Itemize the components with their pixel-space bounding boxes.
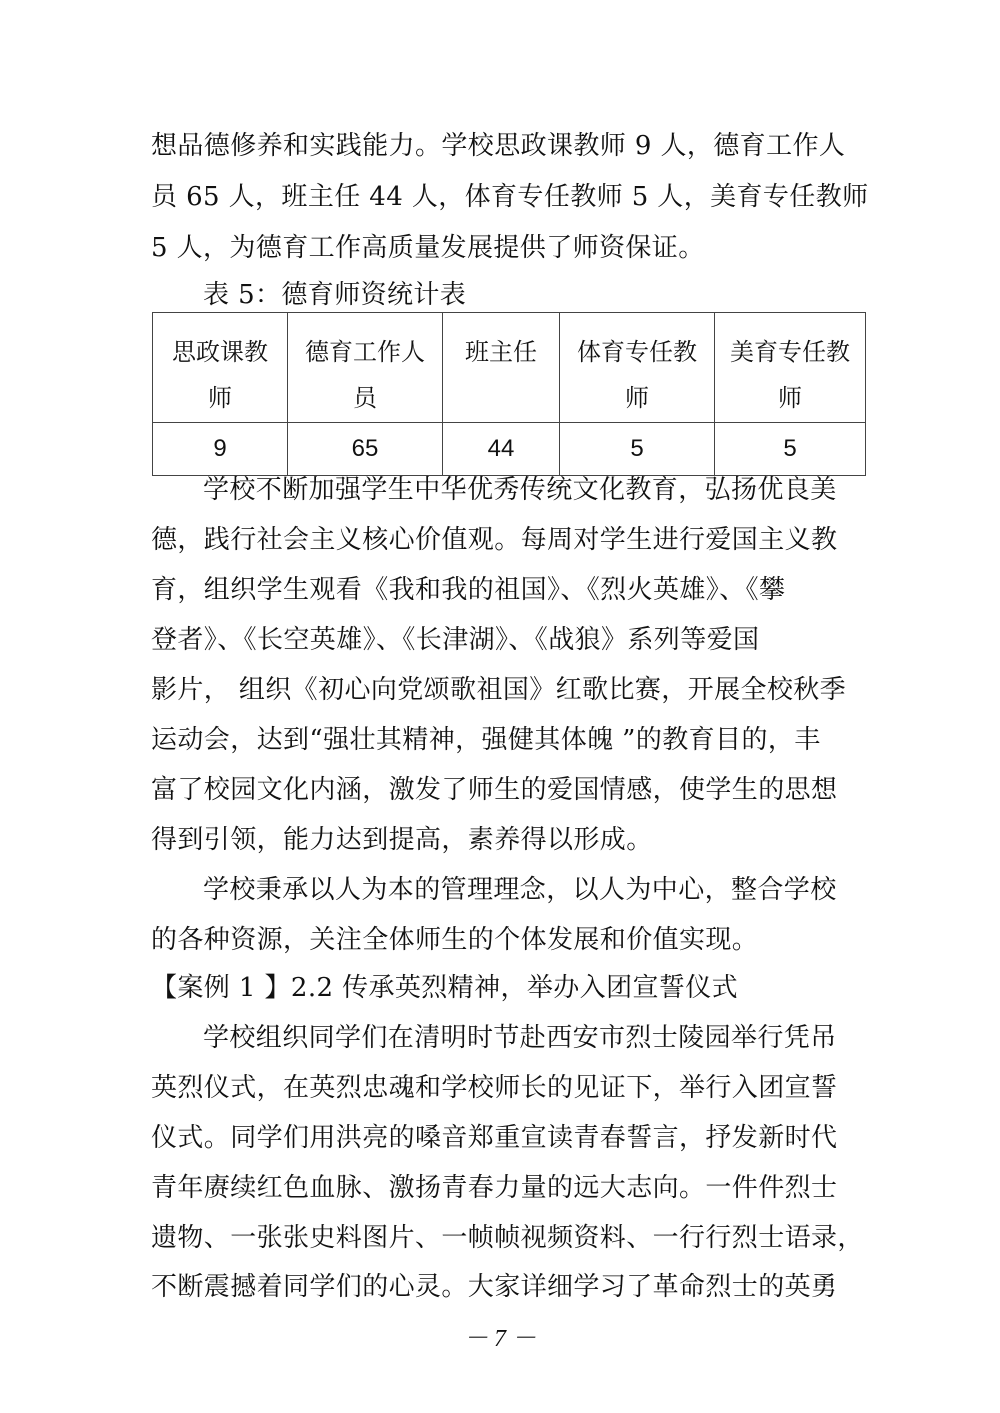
paragraph-2-line-1: 学校不断加强学生中华优秀传统文化教育，弘扬优良美: [203, 475, 837, 505]
paragraph-4-line-5: 遗物、一张张史料图片、一帧帧视频资料、一行行烈士语录，: [151, 1223, 864, 1253]
paragraph-2-line-3: 育，组织学生观看《我和我的祖国》、《烈火英雄》、《攀: [151, 575, 786, 605]
table-header-cell: 美育专任教 师: [715, 313, 866, 423]
paragraph-1-line-3: 5 人，为德育工作高质量发展提供了师资保证。: [151, 233, 705, 263]
staff-statistics-table: [152, 312, 866, 476]
table-cell: 9: [153, 423, 288, 476]
table-header-row: [153, 313, 866, 423]
paragraph-4-line-4: 青年赓续红色血脉、激扬青春力量的远大志向。一件件烈士: [151, 1173, 838, 1203]
table-header-cell: 德育工作人 员: [288, 313, 443, 423]
table-header-cell: 班主任: [443, 313, 560, 423]
table-cell: 5: [715, 423, 866, 476]
paragraph-3-line-1: 学校秉承以人为本的管理理念，以人为中心，整合学校: [203, 875, 837, 905]
paragraph-1-line-2: 员 65 人，班主任 44 人，体育专任教师 5 人，美育专任教师: [151, 182, 869, 212]
paragraph-4-line-6: 不断震撼着同学们的心灵。大家详细学习了革命烈士的英勇: [151, 1272, 838, 1302]
paragraph-4-line-2: 英烈仪式，在英烈忠魂和学校师长的见证下，举行入团宣誓: [151, 1073, 838, 1103]
table-caption: 表 5：德育师资统计表: [203, 280, 467, 310]
case-heading: 【案例 1 】2.2 传承英烈精神，举办入团宣誓仪式: [151, 973, 739, 1003]
table-cell: 44: [443, 423, 560, 476]
table-cell: 65: [288, 423, 443, 476]
table-row: [153, 423, 866, 476]
paragraph-4-line-1: 学校组织同学们在清明时节赴西安市烈士陵园举行凭吊: [203, 1023, 837, 1053]
paragraph-2-line-8: 得到引领，能力达到提高，素养得以形成。: [151, 825, 653, 855]
table-header-cell: 体育专任教 师: [560, 313, 715, 423]
paragraph-2-line-5: 影片， 组织《初心向党颂歌祖国》红歌比赛，开展全校秋季: [151, 675, 847, 705]
paragraph-2-line-7: 富了校园文化内涵，激发了师生的爱国情感，使学生的思想: [151, 775, 838, 805]
paragraph-4-line-3: 仪式。同学们用洪亮的嗓音郑重宣读青春誓言，抒发新时代: [151, 1123, 838, 1153]
paragraph-2-line-6: 运动会，达到“强壮其精神，强健其体魄 ”的教育目的，丰: [151, 725, 821, 755]
table-header-cell: 思政课教 师: [153, 313, 288, 423]
table-cell: 5: [560, 423, 715, 476]
paragraph-3-line-2: 的各种资源，关注全体师生的个体发展和价值实现。: [151, 925, 759, 955]
paragraph-2-line-4: 登者》、《长空英雄》、《长津湖》、《战狼》系列等爱国: [151, 625, 760, 655]
page-number: － 7 －: [464, 1326, 536, 1352]
paragraph-1-line-1: 想品德修养和实践能力。学校思政课教师 9 人，德育工作人: [151, 131, 846, 161]
paragraph-2-line-2: 德，践行社会主义核心价值观。每周对学生进行爱国主义教: [151, 525, 838, 555]
